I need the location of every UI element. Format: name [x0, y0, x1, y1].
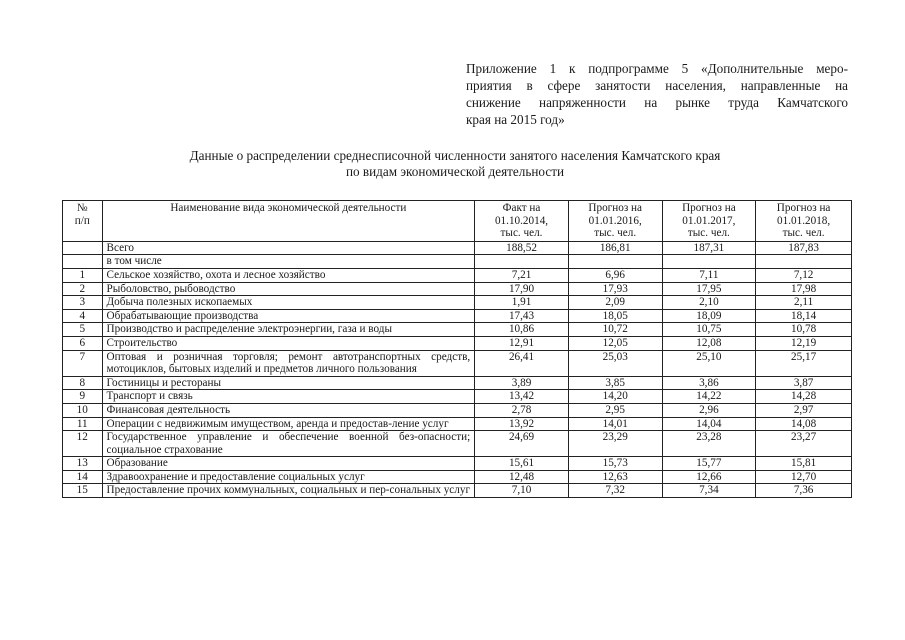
- header-forecast-2016: [568, 201, 662, 242]
- cell-value: 14,04: [662, 417, 756, 431]
- cell-value: 1,91: [475, 296, 569, 310]
- cell-value: 23,27: [756, 431, 852, 457]
- cell-num: 6: [63, 336, 103, 350]
- table-row: [63, 309, 852, 323]
- cell-value: [568, 255, 662, 269]
- cell-value: 15,81: [756, 457, 852, 471]
- cell-value: 15,61: [475, 457, 569, 471]
- cell-value: 25,10: [662, 350, 756, 376]
- header-line: 01.01.2018,: [777, 214, 831, 227]
- table-row: [63, 323, 852, 337]
- header-forecast-2018: [756, 201, 852, 242]
- title-line-2: по видам экономической деятельности: [345, 164, 565, 179]
- cell-value: [662, 255, 756, 269]
- cell-value: 10,86: [475, 323, 569, 337]
- cell-name: Гостиницы и рестораны: [102, 376, 475, 390]
- cell-num: 13: [63, 457, 103, 471]
- table-row: [63, 296, 852, 310]
- cell-num: 11: [63, 417, 103, 431]
- cell-value: 17,93: [568, 282, 662, 296]
- document-title: [60, 148, 850, 180]
- cell-value: 10,78: [756, 323, 852, 337]
- table-row-including: [63, 255, 852, 269]
- cell-value: [756, 255, 852, 269]
- header-activity: Наименование вида экономической деятельности: [102, 201, 475, 242]
- cell-name: Финансовая деятельность: [102, 403, 475, 417]
- cell-value: 18,09: [662, 309, 756, 323]
- table-row: [63, 390, 852, 404]
- cell-name: Сельское хозяйство, охота и лесное хозяйство: [102, 268, 475, 282]
- cell-value: 2,11: [756, 296, 852, 310]
- cell-name: Добыча полезных ископаемых: [102, 296, 475, 310]
- cell-value: 14,20: [568, 390, 662, 404]
- table-row-total: [63, 241, 852, 255]
- header-forecast-2017: [662, 201, 756, 242]
- cell-value: 14,08: [756, 417, 852, 431]
- header-line: тыс. чел.: [782, 227, 825, 240]
- cell-value: 13,42: [475, 390, 569, 404]
- cell-value: 23,29: [568, 431, 662, 457]
- header-line: Прогноз на: [776, 202, 831, 214]
- cell-value: 17,98: [756, 282, 852, 296]
- cell-value: 7,32: [568, 484, 662, 498]
- cell-value: 12,63: [568, 470, 662, 484]
- cell-value: 3,87: [756, 376, 852, 390]
- cell-value: 18,05: [568, 309, 662, 323]
- cell-num: 4: [63, 309, 103, 323]
- header-line: Факт на: [502, 202, 541, 214]
- cell-value: 12,08: [662, 336, 756, 350]
- cell-value: 12,05: [568, 336, 662, 350]
- cell-value: 6,96: [568, 268, 662, 282]
- cell-value: 23,28: [662, 431, 756, 457]
- cell-value: 12,19: [756, 336, 852, 350]
- cell-value: 186,81: [568, 241, 662, 255]
- header-line: тыс. чел.: [594, 227, 637, 240]
- annex-reference: [466, 60, 848, 128]
- table-row: [63, 417, 852, 431]
- table-row: [63, 403, 852, 417]
- cell-value: 17,43: [475, 309, 569, 323]
- header-line: тыс. чел.: [687, 227, 730, 240]
- table-row: [63, 484, 852, 498]
- cell-name: Обрабатывающие производства: [102, 309, 475, 323]
- cell-name: Операции с недвижимым имуществом, аренда и предостав-ление услуг: [102, 417, 475, 431]
- cell-value: 2,95: [568, 403, 662, 417]
- cell-value: 14,01: [568, 417, 662, 431]
- cell-num: 8: [63, 376, 103, 390]
- cell-num: [63, 241, 103, 255]
- table-row: [63, 376, 852, 390]
- cell-name: Транспорт и связь: [102, 390, 475, 404]
- cell-value: 18,14: [756, 309, 852, 323]
- annex-line-3: снижение напряженности на рынке труда Камчатского: [466, 95, 848, 110]
- cell-value: 14,28: [756, 390, 852, 404]
- cell-value: 26,41: [475, 350, 569, 376]
- cell-value: 24,69: [475, 431, 569, 457]
- cell-num: 2: [63, 282, 103, 296]
- cell-value: 3,85: [568, 376, 662, 390]
- annex-line-4: края на 2015 год»: [466, 112, 565, 127]
- cell-value: 187,83: [756, 241, 852, 255]
- cell-num: 12: [63, 431, 103, 457]
- cell-value: 7,12: [756, 268, 852, 282]
- table-row: [63, 268, 852, 282]
- cell-name: Оптовая и розничная торговля; ремонт автотранспортных средств, мотоциклов, бытовых изделий и предметов личного пользования: [102, 350, 475, 376]
- cell-value: 7,10: [475, 484, 569, 498]
- header-line: 01.10.2014,: [494, 214, 549, 227]
- table-row: [63, 470, 852, 484]
- annex-line-2: приятия в сфере занятости населения, направленные на: [466, 78, 848, 93]
- cell-value: 17,95: [662, 282, 756, 296]
- cell-value: 3,86: [662, 376, 756, 390]
- cell-num: [63, 255, 103, 269]
- header-num: [63, 201, 103, 242]
- cell-value: 10,75: [662, 323, 756, 337]
- cell-value: 7,11: [662, 268, 756, 282]
- cell-num: 15: [63, 484, 103, 498]
- cell-num: 7: [63, 350, 103, 376]
- header-line: Прогноз на: [588, 202, 642, 214]
- header-line: 01.01.2017,: [682, 214, 736, 227]
- header-line: Прогноз на: [682, 202, 736, 214]
- cell-name: Всего: [102, 241, 475, 255]
- cell-num: 9: [63, 390, 103, 404]
- cell-name: в том числе: [102, 255, 475, 269]
- cell-value: 7,21: [475, 268, 569, 282]
- cell-value: 2,97: [756, 403, 852, 417]
- cell-value: 25,03: [568, 350, 662, 376]
- header-fact-2014: [475, 201, 569, 242]
- table-row: [63, 457, 852, 471]
- cell-value: 13,92: [475, 417, 569, 431]
- table-header-row: [63, 201, 852, 242]
- annex-line-1: Приложение 1 к подпрограмме 5 «Дополнительные меро-: [466, 61, 848, 76]
- cell-value: 3,89: [475, 376, 569, 390]
- cell-num: 10: [63, 403, 103, 417]
- cell-value: 12,66: [662, 470, 756, 484]
- cell-num: 5: [63, 323, 103, 337]
- cell-name: Строительство: [102, 336, 475, 350]
- header-line: тыс. чел.: [500, 227, 543, 240]
- cell-value: 14,22: [662, 390, 756, 404]
- header-num-line: п/п: [74, 214, 90, 227]
- cell-value: 2,96: [662, 403, 756, 417]
- cell-value: 187,31: [662, 241, 756, 255]
- table-row: [63, 350, 852, 376]
- header-line: 01.01.2016,: [588, 214, 642, 227]
- cell-num: 3: [63, 296, 103, 310]
- cell-name: Государственное управление и обеспечение военной без-опасности; социальное страхование: [102, 431, 475, 457]
- cell-name: Предоставление прочих коммунальных, социальных и пер-сональных услуг: [102, 484, 475, 498]
- table-row: [63, 336, 852, 350]
- cell-name: Рыболовство, рыбоводство: [102, 282, 475, 296]
- cell-value: 2,10: [662, 296, 756, 310]
- cell-num: 1: [63, 268, 103, 282]
- cell-value: 12,48: [475, 470, 569, 484]
- cell-value: 2,78: [475, 403, 569, 417]
- cell-value: [475, 255, 569, 269]
- title-line-1: Данные о распределении среднесписочной численности занятого населения Камчатского края: [189, 148, 721, 163]
- header-num-line: №: [76, 202, 88, 214]
- cell-value: 15,77: [662, 457, 756, 471]
- cell-value: 12,70: [756, 470, 852, 484]
- cell-num: 14: [63, 470, 103, 484]
- cell-value: 7,36: [756, 484, 852, 498]
- cell-value: 17,90: [475, 282, 569, 296]
- cell-value: 15,73: [568, 457, 662, 471]
- cell-value: 188,52: [475, 241, 569, 255]
- table-row: [63, 282, 852, 296]
- cell-value: 25,17: [756, 350, 852, 376]
- cell-value: 12,91: [475, 336, 569, 350]
- employment-table: [62, 200, 852, 498]
- cell-name: Образование: [102, 457, 475, 471]
- cell-name: Производство и распределение электроэнергии, газа и воды: [102, 323, 475, 337]
- cell-value: 7,34: [662, 484, 756, 498]
- cell-value: 10,72: [568, 323, 662, 337]
- cell-name: Здравоохранение и предоставление социальных услуг: [102, 470, 475, 484]
- table-row: [63, 431, 852, 457]
- cell-value: 2,09: [568, 296, 662, 310]
